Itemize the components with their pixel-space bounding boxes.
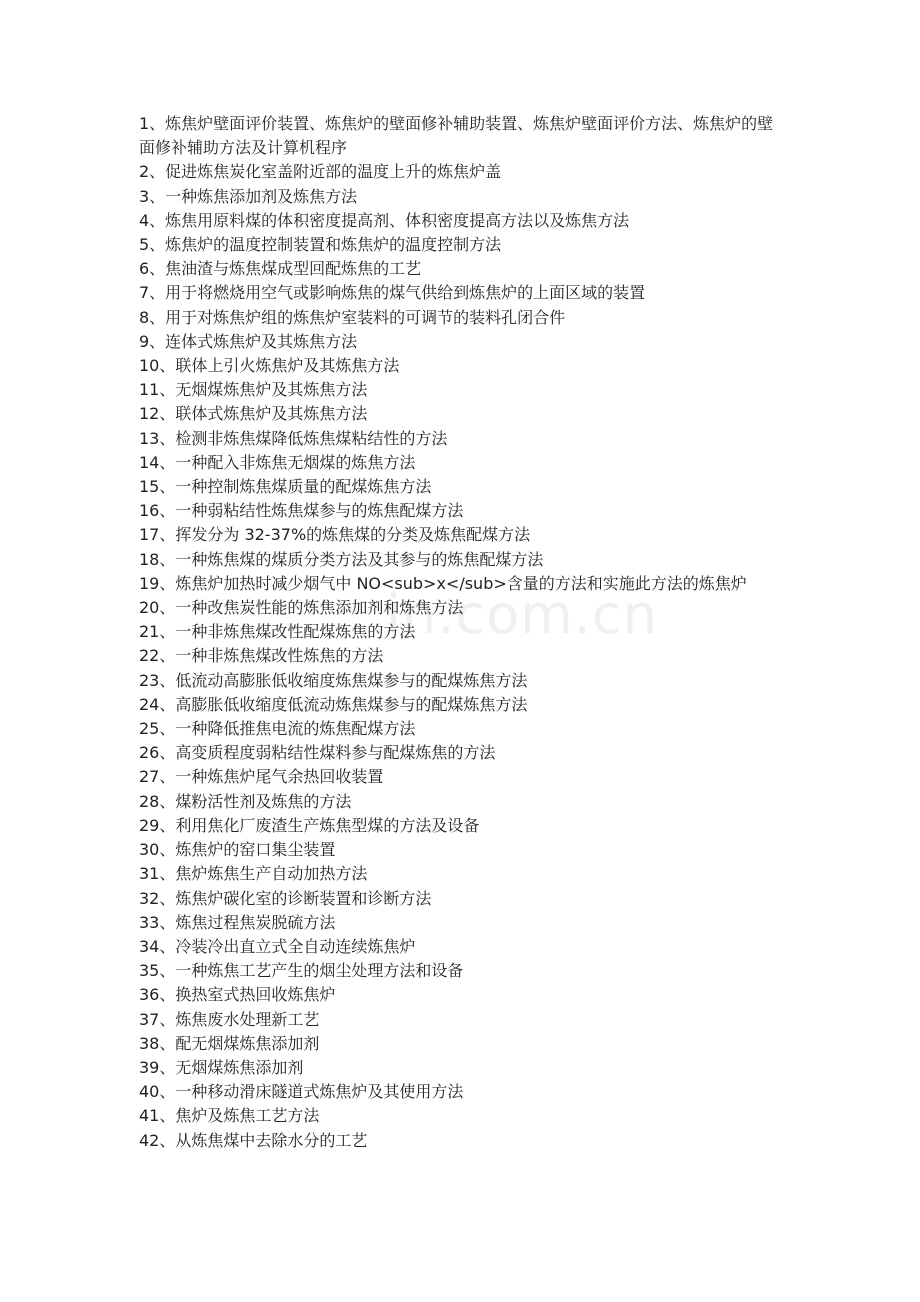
list-item: 39、无烟煤炼焦添加剂 xyxy=(139,1057,304,1077)
list-item: 7、用于将燃烧用空气或影响炼焦的煤气供给到炼焦炉的上面区域的装置 xyxy=(139,283,646,303)
list-item: 1、炼焦炉壁面评价装置、炼焦炉的壁面修补辅助装置、炼焦炉壁面评价方法、炼焦炉的壁面修补辅助方法及计算机程序 xyxy=(139,114,774,158)
list-item: 8、用于对炼焦炉组的炼焦炉室装料的可调节的装料孔闭合件 xyxy=(139,307,566,327)
patent-title-list xyxy=(139,112,789,1153)
list-item: 11、无烟煤炼焦炉及其炼焦方法 xyxy=(139,380,368,400)
list-item: 38、配无烟煤炼焦添加剂 xyxy=(139,1033,320,1053)
list-item: 12、联体式炼焦炉及其炼焦方法 xyxy=(139,404,368,424)
list-item: 24、高膨胀低收缩度低流动炼焦煤参与的配煤炼焦方法 xyxy=(139,694,528,714)
list-item: 31、焦炉炼焦生产自动加热方法 xyxy=(139,864,368,884)
list-item: 42、从炼焦煤中去除水分的工艺 xyxy=(139,1130,368,1150)
list-item: 9、连体式炼焦炉及其炼焦方法 xyxy=(139,331,358,351)
list-item: 25、一种降低推焦电流的炼焦配煤方法 xyxy=(139,719,416,739)
watermark: in.com.cn xyxy=(386,583,658,646)
list-item: 40、一种移动滑床隧道式炼焦炉及其使用方法 xyxy=(139,1082,464,1102)
list-item: 20、一种改焦炭性能的炼焦添加剂和炼焦方法 xyxy=(139,598,464,618)
list-item: 34、冷装冷出直立式全自动连续炼焦炉 xyxy=(139,936,416,956)
list-item: 10、联体上引火炼焦炉及其炼焦方法 xyxy=(139,356,400,376)
list-item: 23、低流动高膨胀低收缩度炼焦煤参与的配煤炼焦方法 xyxy=(139,670,528,690)
list-item: 16、一种弱粘结性炼焦煤参与的炼焦配煤方法 xyxy=(139,501,464,521)
list-item: 13、检测非炼焦煤降低炼焦煤粘结性的方法 xyxy=(139,428,448,448)
list-item: 28、煤粉活性剂及炼焦的方法 xyxy=(139,791,352,811)
list-item: 22、一种非炼焦煤改性炼焦的方法 xyxy=(139,646,384,666)
list-item: 26、高变质程度弱粘结性煤料参与配煤炼焦的方法 xyxy=(139,743,496,763)
list-item: 3、一种炼焦添加剂及炼焦方法 xyxy=(139,186,358,206)
list-item: 18、一种炼焦煤的煤质分类方法及其参与的炼焦配煤方法 xyxy=(139,549,544,569)
list-item: 5、炼焦炉的温度控制装置和炼焦炉的温度控制方法 xyxy=(139,235,502,255)
list-item: 4、炼焦用原料煤的体积密度提高剂、体积密度提高方法以及炼焦方法 xyxy=(139,210,630,230)
list-item: 2、促进炼焦炭化室盖附近部的温度上升的炼焦炉盖 xyxy=(139,162,502,182)
list-item: 21、一种非炼焦煤改性配煤炼焦的方法 xyxy=(139,622,416,642)
list-item: 6、焦油渣与炼焦煤成型回配炼焦的工艺 xyxy=(139,259,422,279)
list-item: 36、换热室式热回收炼焦炉 xyxy=(139,985,336,1005)
list-item: 17、挥发分为 32-37%的炼焦煤的分类及炼焦配煤方法 xyxy=(139,525,531,545)
list-item: 27、一种炼焦炉尾气余热回收装置 xyxy=(139,767,384,787)
list-item: 15、一种控制炼焦煤质量的配煤炼焦方法 xyxy=(139,477,432,497)
list-item: 33、炼焦过程焦炭脱硫方法 xyxy=(139,912,336,932)
list-item: 29、利用焦化厂废渣生产炼焦型煤的方法及设备 xyxy=(139,815,480,835)
list-item: 37、炼焦废水处理新工艺 xyxy=(139,1009,320,1029)
list-item: 14、一种配入非炼焦无烟煤的炼焦方法 xyxy=(139,452,416,472)
list-item: 35、一种炼焦工艺产生的烟尘处理方法和设备 xyxy=(139,961,464,981)
list-item: 41、焦炉及炼焦工艺方法 xyxy=(139,1106,320,1126)
list-item: 30、炼焦炉的窑口集尘装置 xyxy=(139,840,336,860)
list-item: 19、炼焦炉加热时减少烟气中 NO<sub>x</sub>含量的方法和实施此方法的炼焦炉 xyxy=(139,573,747,593)
list-item: 32、炼焦炉碳化室的诊断装置和诊断方法 xyxy=(139,888,432,908)
